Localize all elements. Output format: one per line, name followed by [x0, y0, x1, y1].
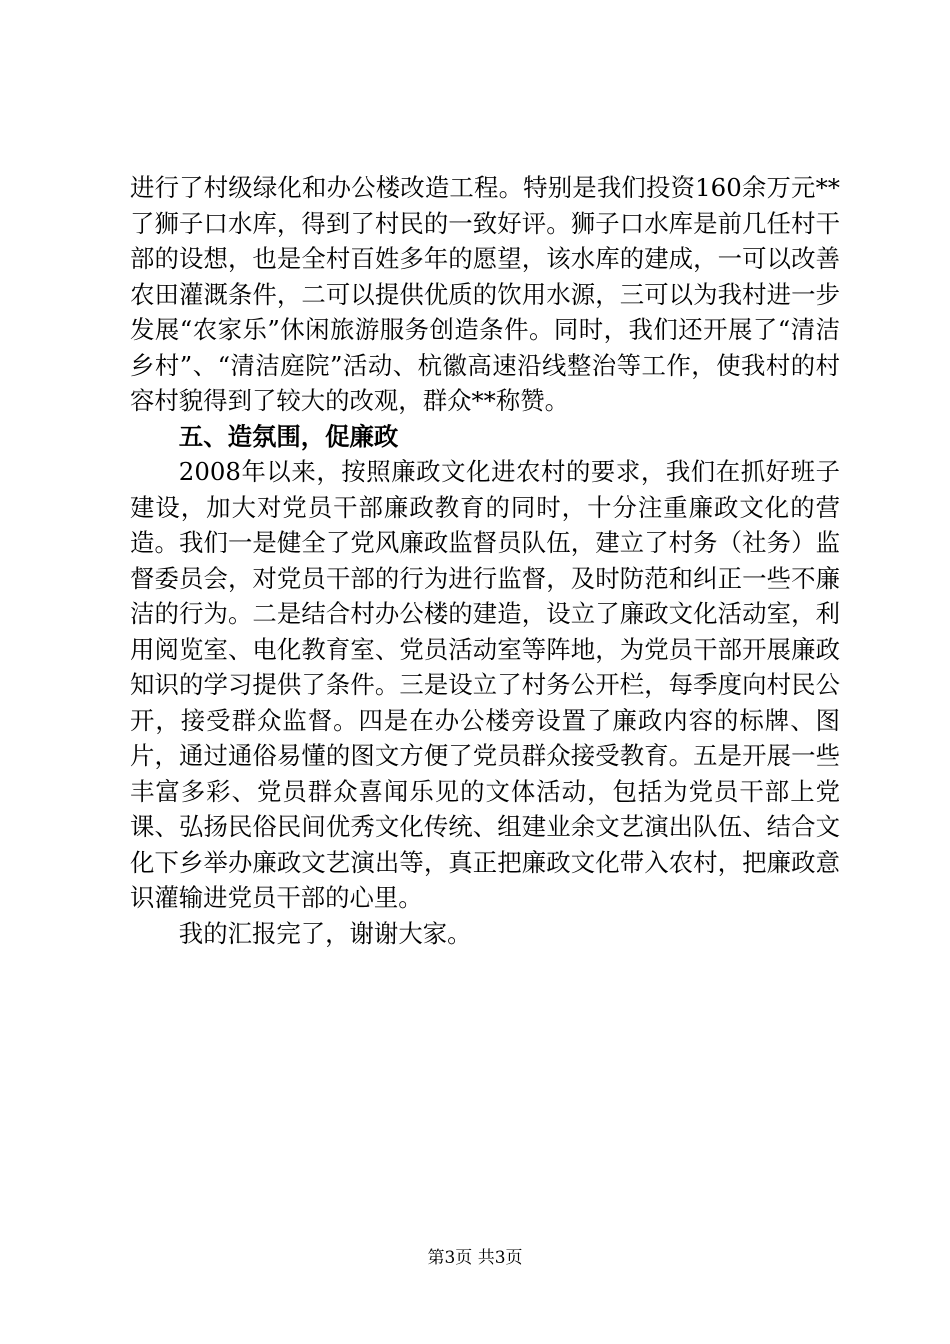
page-number-footer: 第3页 共3页 — [427, 1248, 523, 1268]
section-heading-integrity: 五、造氛围，促廉政 — [178, 421, 399, 451]
document-body — [130, 170, 840, 951]
paragraph-greening-reservoir: 进行了村级绿化和办公楼改造工程。特别是我们投资160余万元**了狮子口水库，得到了村民的一致好评。狮子口水库是前几任村干部的设想，也是全村百姓多年的愿望，该水库的建成，一可以改善农田灌溉条件，二可以提供优质的饮用水源，三可以为我村进一步发展“农家乐”休闲旅游服务创造条件。同时，我们还开展了“清洁乡村”、“清洁庭院”活动、杭徽高速沿线整治等工作，使我村的村容村貌得到了较大的改观，群众**称赞。 — [130, 173, 840, 415]
paragraph-integrity-culture: 2008年以来，按照廉政文化进农村的要求，我们在抓好班子建设，加大对党员干部廉政教育的同时，十分注重廉政文化的营造。我们一是健全了党风廉政监督员队伍，建立了村务（社务）监督委员会，对党员干部的行为进行监督，及时防范和纠正一些不廉洁的行为。二是结合村办公楼的建造，设立了廉政文化活动室，利用阅览室、电化教育室、党员活动室等阵地，为党员干部开展廉政知识的学习提供了条件。三是设立了村务公开栏，每季度向村民公开，接受群众监督。四是在办公楼旁设置了廉政内容的标牌、图片，通过通俗易懂的图文方便了党员群众接受教育。五是开展一些丰富多彩、党员群众喜闻乐见的文体活动，包括为党员干部上党课、弘扬民俗民间优秀文化传统、组建业余文艺演出队伍、结合文化下乡举办廉政文艺演出等，真正把廉政文化带入农村，把廉政意识灌输进党员干部的心里。 — [130, 457, 840, 912]
paragraph-closing: 我的汇报完了，谢谢大家。 — [178, 918, 472, 948]
